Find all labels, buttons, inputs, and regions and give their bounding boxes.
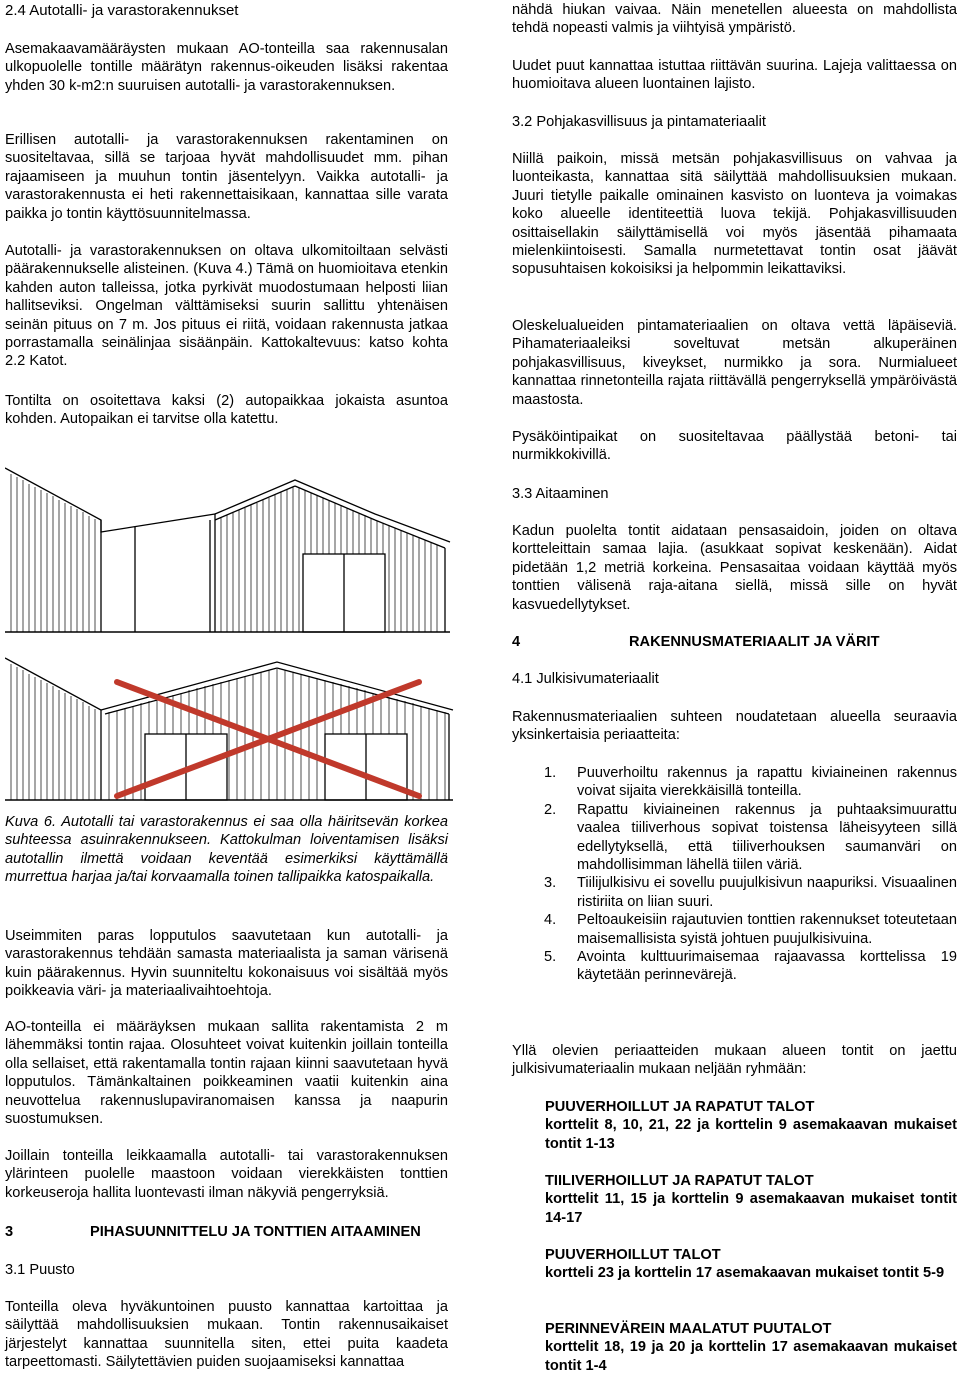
list-item bbox=[544, 911, 957, 948]
paragraph: Tontilta on osoitettava kaksi (2) autopaikkaa jokaista asuntoa kohden. Autopaikan ei tarvitse olla katettu. bbox=[5, 393, 448, 428]
heading-3-number: 3 bbox=[5, 1224, 14, 1240]
figure-garage-bad bbox=[5, 652, 505, 804]
paragraph: Asemakaavamääräysten mukaan AO-tonteilla saa rakennusalan ulkopuolelle tontille määrätyn rakennus-oikeuden lisäksi rakentaa yhden 30 k-m2:n suuruisen autotalli- ja varastorakennuksen. bbox=[5, 41, 448, 94]
paragraph: Oleskelualueiden pintamateriaalien on oltava vettä läpäiseviä. Pihamateriaaleiksi soveltuvat metsän alkuperäinen pohjakasvillisuus, kiveykset, nurmikko ja sora. Nurmialueet kannattaa rinnetonteilla rajata riittävällä pengerryksellä ympäröivästä maastosta. bbox=[512, 318, 957, 408]
heading-3-3: 3.3 Aitaaminen bbox=[512, 486, 609, 502]
group-detail: kortteli 23 ja korttelin 17 asemakaavan mukaiset tontit 5-9 bbox=[545, 1265, 945, 1282]
paragraph: Useimmiten paras lopputulos saavutetaan kun autotalli- ja varastorakennus tehdään samasta materiaalista ja saman värisenä kuin päärakennus. Hyvin suunniteltu kokonaisuus voi sisältää myös poikkeavia väri- ja materiaalivaihtoehtoja. bbox=[5, 928, 448, 1000]
paragraph: AO-tonteilla ei määräyksen mukaan sallita rakentamista 2 m lähemmäksi tontin rajaa. Olosuhteet voivat kuitenkin joillain tonteilla olla sellaiset, että rakentamalla tontin rajaan kiinni saavutetaan hyvä lopputulos. Tämänkaltainen poikkeaminen vaatii kuitenkin aina neuvottelua rakennuslupaviranomaisen kanssa ja naapurin suostumuksen. bbox=[5, 1019, 448, 1128]
list-text: Puuverhoiltu rakennus ja rapattu kiviaineinen rakennus voivat sijaita vierekkäisillä tonteilla. bbox=[577, 765, 957, 800]
heading-4-number: 4 bbox=[512, 634, 521, 650]
list-number: 2. bbox=[544, 801, 557, 818]
paragraph: Kadun puolelta tontit aidataan pensasaidoin, joiden on oltava kortteleittain samaa lajia. (asukkaat sopivat keskenään). Aidat pidetään 1,2 metriä korkeina. Pensasaitaa voidaan käyttää myös tonttien välisenä raja-aitana siellä, missä sille on hyvät kasvuedellytykset. bbox=[512, 523, 957, 613]
paragraph: Uudet puut kannattaa istuttaa riittävän suurina. Lajeja valittaessa on huomioitava alueen luontainen lajisto. bbox=[512, 58, 957, 93]
list-number: 1. bbox=[544, 765, 557, 781]
paragraph: Joillain tonteilla leikkaamalla autotalli- tai varastorakennuksen ylärinteen puolelle maastoon voidaan vierekkäisten tonttien korkeuseroja hallita luontevasti ilman näkyviä pengerryksiä. bbox=[5, 1148, 448, 1201]
list-item bbox=[544, 801, 957, 875]
paragraph: Autotalli- ja varastorakennuksen on oltava ulkomitoiltaan selvästi päärakennukselle alisteinen. (Kuva 4.) Tämä on huomioitava etenkin kahden auton talleissa, jotka pyrkivät muodostumaan helposti liian hallitseviksi. Ongelman välttämiseksi suurin sallittu yhtenäisen seinän pituus on 7 m. Jos pituus ei riitä, voidaan rakennusta jatkaa porrastamalla seinälinjaa sisäänpäin. Kattokaltevuus: katso kohta 2.2 Katot. bbox=[5, 243, 448, 370]
paragraph: nähdä hiukan vaivaa. Näin menetellen alueesta on mahdollista tehdä nopeasti valmis ja viihtyisä ympäristö. bbox=[512, 2, 957, 37]
figure-garage-good bbox=[5, 462, 505, 637]
list-number: 5. bbox=[544, 949, 557, 966]
material-group bbox=[545, 1320, 957, 1375]
list-text: Peltoaukeisiin rajautuvien tonttien rakennukset toteutetaan maisemallisista syistä johtuen puujulkisivuina. bbox=[577, 912, 957, 947]
figure-caption: Kuva 6. Autotalli tai varastorakennus ei saa olla häiritsevän korkea suhteessa asuinrakennukseen. Kattokulman loiventamisen lisäksi autotallin ilmettä voidaan keventää esimerkiksi käyttämällä murrettua harjaa ja/tai korvaamalla toinen tallipaikka katospaikalla. bbox=[5, 814, 448, 886]
list-item bbox=[544, 874, 957, 911]
group-title: PERINNEVÄREIN MAALATUT PUUTALOT bbox=[545, 1321, 832, 1337]
heading-3-2: 3.2 Pohjakasvillisuus ja pintamateriaalit bbox=[512, 114, 766, 130]
group-detail: korttelit 8, 10, 21, 22 ja korttelin 9 asemakaavan mukaiset tontit 1-13 bbox=[545, 1117, 957, 1152]
list-number: 3. bbox=[544, 875, 557, 892]
heading-4: RAKENNUSMATERIAALIT JA VÄRIT bbox=[629, 634, 880, 650]
group-title: PUUVERHOILLUT JA RAPATUT TALOT bbox=[545, 1099, 815, 1115]
group-detail: korttelit 18, 19 ja 20 ja korttelin 17 asemakaavan mukaiset tontit 1-4 bbox=[545, 1339, 957, 1374]
heading-4-1: 4.1 Julkisivumateriaalit bbox=[512, 671, 659, 687]
heading-3-1: 3.1 Puusto bbox=[5, 1262, 75, 1278]
paragraph: Yllä olevien periaatteiden mukaan alueen tontit on jaettu julkisivumateriaalin mukaan neljään ryhmään: bbox=[512, 1043, 957, 1078]
paragraph: Pysäköintipaikat on suositeltavaa päällystää betoni- tai nurmikkokivillä. bbox=[512, 429, 957, 464]
list-text: Avointa kulttuurimaisemaa rajaavassa korttelissa 19 käytetään perinnevärejä. bbox=[577, 949, 957, 984]
paragraph: Tonteilla oleva hyväkuntoinen puusto kannattaa kartoittaa ja säilyttää mahdollisuuksien mukaan. Tontin rakennusaikaiset järjestelyt kannattaa suunnitella siten, ettei puita kaadeta tarpeettomasti. Säilytettävien puiden suojaamiseksi kannattaa bbox=[5, 1299, 448, 1371]
list-number: 4. bbox=[544, 912, 557, 929]
list-text: Tiilijulkisivu ei sovellu puujulkisivun naapuriksi. Visuaalinen ristiriita on liian suuri. bbox=[577, 875, 957, 910]
heading-3: PIHASUUNNITTELU JA TONTTIEN AITAAMINEN bbox=[90, 1224, 421, 1240]
material-group bbox=[545, 1098, 957, 1153]
group-title: TIILIVERHOILLUT JA RAPATUT TALOT bbox=[545, 1173, 814, 1189]
list-item bbox=[544, 948, 957, 985]
paragraph: Niillä paikoin, missä metsän pohjakasvillisuus on vahvaa ja luonteikasta, kannattaa sitä säilyttää mahdollisuuksien mukaan. Juuri tietylle paikalle ominainen kasvisto on luonteva ja voimakas koko alueelle identiteettiä luova tekijä. Pohjakasvillisuuden osittaisellakin säilyttämisellä voi myös jäsentää pihamaata mielenkiintoisesti. Samalla nurmetettavat tontin osat jäävät sopusuhtaisen kokoisiksi ja helpommin leikattaviksi. bbox=[512, 151, 957, 278]
principles-list bbox=[544, 764, 957, 985]
list-item bbox=[544, 764, 957, 801]
group-detail: korttelit 11, 15 ja korttelin 9 asemakaavan mukaiset tontit 14-17 bbox=[545, 1191, 957, 1226]
list-text: Rapattu kiviaineinen rakennus ja puhtaaksimuurattu vaalea tiiliverhous sopivat toistensa läheisyyteen sillä edellytyksellä, että tiiliverhouksen saumanväri on mahdollisimman lähellä tiilen väriä. bbox=[577, 801, 957, 874]
paragraph: Rakennusmateriaalien suhteen noudatetaan alueella seuraavia yksinkertaisia periaatteita: bbox=[512, 709, 957, 744]
material-group bbox=[545, 1246, 957, 1283]
material-group bbox=[545, 1172, 957, 1227]
paragraph: Erillisen autotalli- ja varastorakennuksen rakentaminen on suositeltavaa, sillä se tarjoaa hyvät mahdollisuudet mm. pihan rajaamiseen ja muuhun tontin jäsentelyyn. Vaikka autotalli- ja varastorakennusta ei heti rakennettaisikaan, kannattaa sille varata paikka jo tontin käyttösuunnitelmassa. bbox=[5, 132, 448, 222]
heading-2-4: 2.4 Autotalli- ja varastorakennukset bbox=[5, 2, 239, 19]
group-title: PUUVERHOILLUT TALOT bbox=[545, 1247, 721, 1263]
